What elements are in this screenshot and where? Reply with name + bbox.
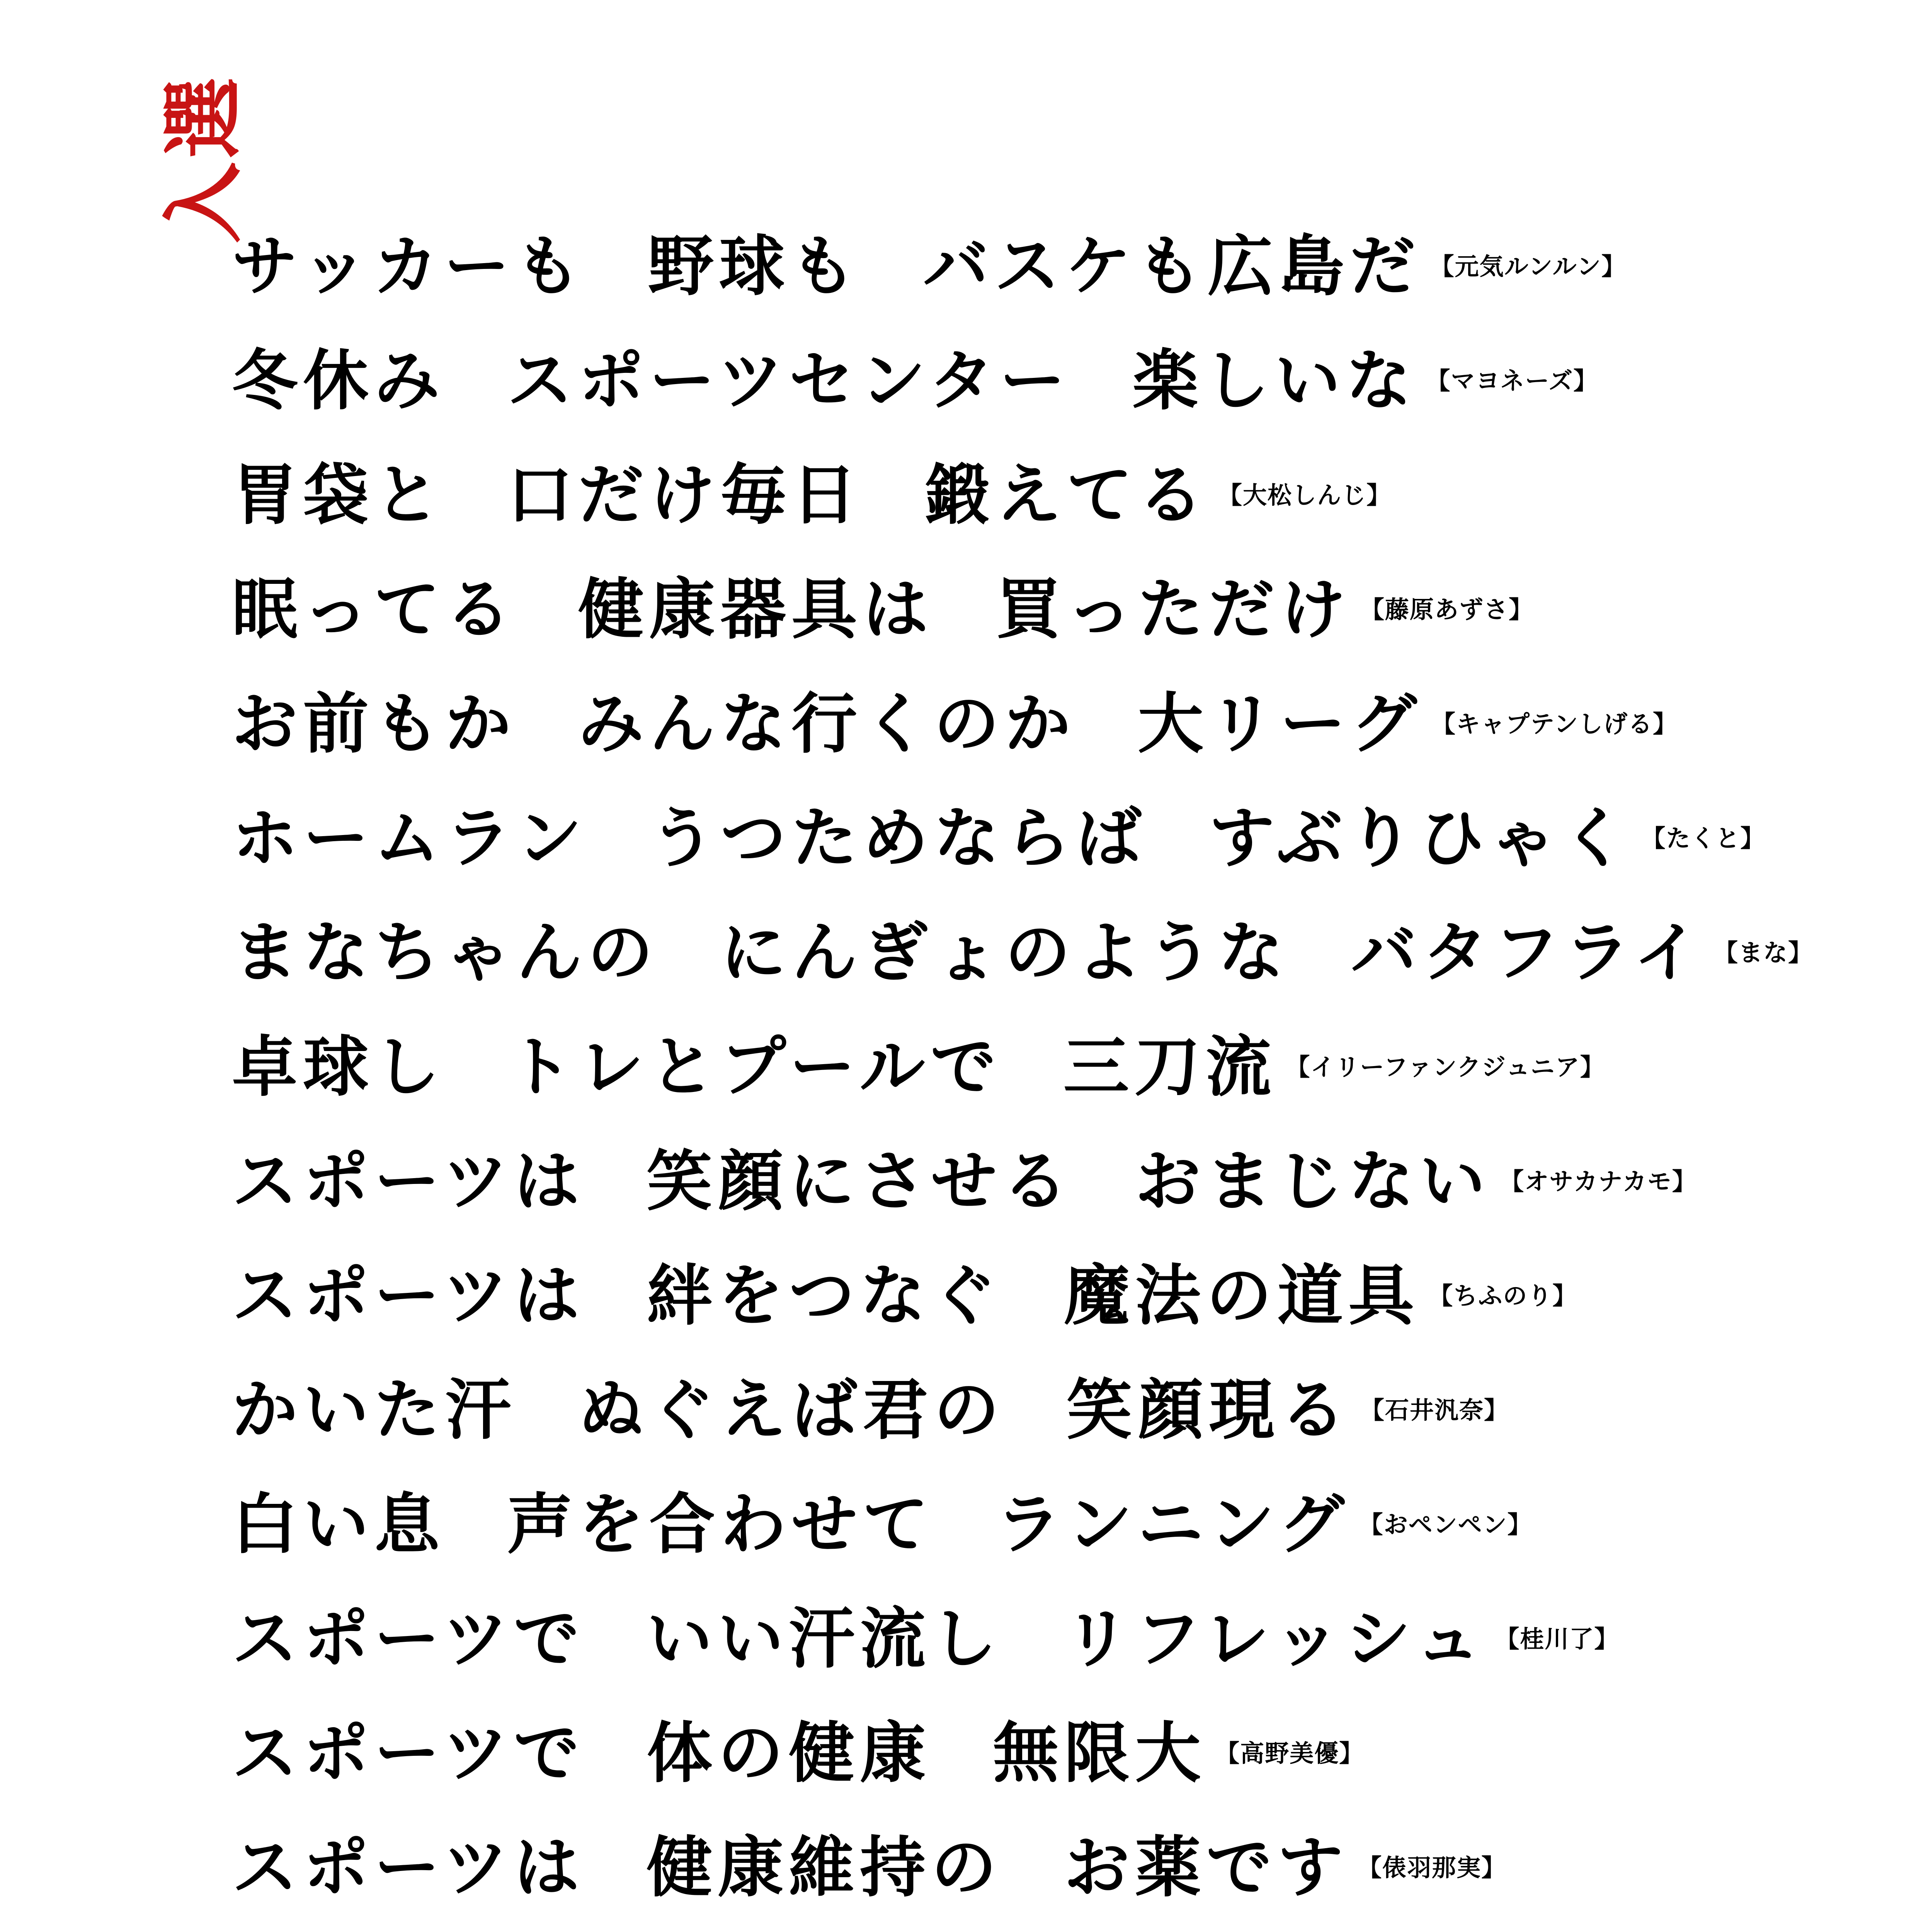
poem-author: 【俵羽那実】 — [1358, 1854, 1506, 1882]
poem-line-1: お前もか — [232, 686, 517, 762]
poem-row — [232, 1250, 1894, 1342]
poem-row — [232, 449, 1894, 542]
poem-line-1: 眠ってる — [232, 571, 517, 648]
poem-line-1: 白い息 — [232, 1486, 446, 1563]
poem-line-3: リフレッシュ — [1064, 1601, 1486, 1677]
poem-author: 【桂川了】 — [1495, 1625, 1619, 1653]
poem-line-1: スポーツは — [232, 1258, 585, 1334]
poem-line-3: すぶりひゃく — [1209, 800, 1632, 877]
poem-author: 【マヨネーズ】 — [1426, 367, 1598, 395]
poem-author: 【ちふのり】 — [1429, 1282, 1577, 1310]
poem-row — [232, 1364, 1894, 1457]
poem-author: 【大松しんじ】 — [1218, 481, 1392, 509]
poem-line-2: 健康維持の — [647, 1830, 1002, 1906]
poem-line-2: 声を合わせて — [507, 1486, 934, 1563]
poem-line-3: 笑顔現る — [1067, 1372, 1351, 1449]
poem-row — [232, 1021, 1894, 1114]
poem-line-3: 楽しいな — [1132, 343, 1417, 419]
poem-line-1: 胃袋と — [232, 457, 446, 534]
poem-author: 【藤原あずさ】 — [1360, 595, 1534, 624]
poem-row — [232, 563, 1894, 656]
poem-line-2: にんぎょのような — [720, 915, 1290, 991]
poem-author: 【イリーファンクジュニア】 — [1286, 1053, 1605, 1081]
poem-line-3: 大リーグ — [1138, 686, 1423, 762]
poem-line-1: スポーツは — [232, 1830, 585, 1906]
poem-row — [232, 1707, 1894, 1800]
poem-line-2: うつためならば — [649, 800, 1147, 877]
poem-line-1: スポーツで — [232, 1601, 585, 1677]
poem-line-3: ランニング — [995, 1486, 1350, 1563]
poem-line-1: ホームラン — [232, 800, 588, 877]
poem-line-1: 冬休み — [232, 343, 446, 419]
poem-line-1: スポーツで — [232, 1715, 585, 1792]
poem-line-1: まなちゃんの — [232, 915, 659, 991]
poem-line-3: 買っただけ — [995, 571, 1351, 648]
poem-row — [232, 1135, 1894, 1228]
poem-line-2: 体の健康 — [647, 1715, 931, 1792]
poem-line-2: トレとプールで — [507, 1029, 1002, 1105]
poem-line-2: ぬぐえば君の — [578, 1372, 1005, 1449]
poem-author: 【キャプテンしげる】 — [1431, 710, 1678, 738]
poem-line-2: 口だけ毎日 — [507, 457, 863, 534]
poem-row — [232, 1821, 1894, 1914]
poem-row — [232, 1478, 1894, 1571]
poem-line-1: かいた汗 — [232, 1372, 517, 1449]
poem-author: 【おペンペン】 — [1359, 1510, 1532, 1539]
poem-row — [232, 906, 1894, 999]
poem-line-3: 魔法の道具 — [1064, 1258, 1420, 1334]
poem-author: 【まな】 — [1714, 939, 1813, 967]
poem-author: 【元気ルンルン】 — [1430, 252, 1626, 281]
poem-author: 【高野美優】 — [1215, 1739, 1364, 1767]
page-heading: 入選 — [157, 73, 251, 243]
poem-line-2: みんな行くのか — [578, 686, 1076, 762]
poem-row — [232, 1593, 1894, 1685]
poem-row — [232, 792, 1894, 885]
poem-line-2: 笑顔にさせる — [647, 1143, 1074, 1220]
poem-author: 【オサカナカモ】 — [1500, 1167, 1697, 1196]
poem-line-3: おまじない — [1135, 1143, 1491, 1220]
poem-line-2: 野球も — [648, 228, 861, 305]
poem-line-3: 三刀流 — [1063, 1029, 1277, 1105]
poem-line-3: バスケも広島だ — [923, 228, 1421, 305]
poem-author: 【石井汎奈】 — [1360, 1396, 1509, 1424]
poem-line-2: 健康器具は — [578, 571, 934, 648]
poem-line-3: 無限大 — [993, 1715, 1206, 1792]
poem-line-2: いい汗流し — [647, 1601, 1002, 1677]
poem-author: 【たくと】 — [1641, 824, 1765, 852]
poem-line-3: お薬です — [1064, 1830, 1349, 1906]
poem-line-3: 鍛えてる — [924, 457, 1209, 534]
poem-line-2: 絆をつなぐ — [647, 1258, 1002, 1334]
poem-line-1: スポーツは — [232, 1143, 585, 1220]
poem-line-2: スポーツセンター — [507, 343, 1071, 419]
poem-row — [232, 220, 1894, 313]
poem-line-3: バタフライ — [1351, 915, 1705, 991]
poem-row — [232, 335, 1894, 427]
poem-line-1: 卓球し — [232, 1029, 446, 1105]
poem-line-1: サッカーも — [232, 228, 586, 305]
poem-row — [232, 678, 1894, 770]
